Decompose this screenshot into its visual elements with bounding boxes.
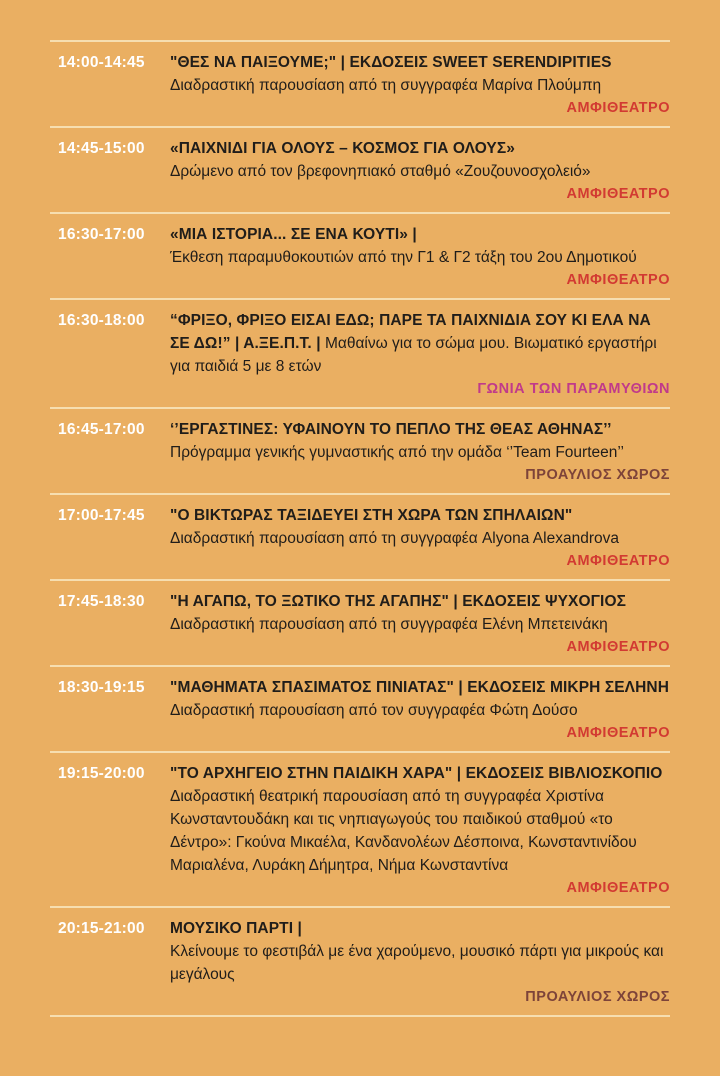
event-title: «ΜΙΑ ΙΣΤΟΡΙΑ... ΣΕ ΕΝΑ ΚΟΥΤΙ» |	[170, 226, 417, 243]
event-time: 16:45-17:00	[58, 421, 145, 438]
event-text	[170, 309, 670, 378]
event-location-label: ΑΜΦΙΘΕΑΤΡΟ	[566, 272, 670, 288]
event-location-label: ΑΜΦΙΘΕΑΤΡΟ	[566, 725, 670, 741]
event-text	[170, 137, 670, 183]
event-description: Διαδραστική παρουσίαση από τη συγγραφέα Alyona Alexandrova	[170, 530, 619, 547]
event-time: 17:00-17:45	[58, 507, 145, 524]
event-text	[170, 762, 670, 877]
event-location-label: ΑΜΦΙΘΕΑΤΡΟ	[566, 100, 670, 116]
schedule-row	[50, 128, 670, 212]
event-title: «ΠΑΙΧΝΙΔΙ ΓΙΑ ΟΛΟΥΣ – ΚΟΣΜΟΣ ΓΙΑ ΟΛΟΥΣ»	[170, 140, 515, 157]
event-time: 20:15-21:00	[58, 920, 145, 937]
event-description: Έκθεση παραμυθοκουτιών από την Γ1 & Γ2 τάξη του 2ου Δημοτικού	[170, 249, 637, 266]
event-location-label: ΑΜΦΙΘΕΑΤΡΟ	[566, 880, 670, 896]
schedule-row	[50, 581, 670, 665]
event-title: "ΤΟ ΑΡΧΗΓΕΙΟ ΣΤΗΝ ΠΑΙΔΙΚΗ ΧΑΡΑ" | ΕΚΔΟΣΕΙΣ ΒΙΒΛΙΟΣΚΟΠΙΟ	[170, 765, 663, 782]
event-description: Διαδραστική θεατρική παρουσίαση από τη συγγραφέα Χριστίνα Κωνσταντουδάκη και τις νηπιαγωγούς του παιδικού σταθμού «το Δέντρο»: Γκούνα Μικαέλα, Κανδανολέων Δέσποινα, Κωνσταντινίδου Μαριαλένα, Λυράκη Δήμητρα, Νήμα Κωνσταντίνα	[170, 788, 637, 874]
event-title: ‘’ΕΡΓΑΣΤΙΝΕΣ: ΥΦΑΙΝΟΥΝ ΤΟ ΠΕΠΛΟ ΤΗΣ ΘΕΑΣ ΑΘΗΝΑΣ’’	[170, 421, 612, 438]
event-title: “ΦΡΙΞΟ, ΦΡΙΞΟ ΕΙΣΑΙ ΕΔΩ; ΠΑΡΕ ΤΑ ΠΑΙΧΝΙΔΙΑ ΣΟΥ ΚΙ ΕΛΑ ΝΑ ΣΕ ΔΩ!” | Α.ΞΕ.Π.Τ. |	[170, 312, 651, 352]
event-content	[170, 676, 670, 743]
event-location-label: ΑΜΦΙΘΕΑΤΡΟ	[566, 639, 670, 655]
event-content	[170, 309, 670, 399]
schedule-row	[50, 42, 670, 126]
schedule-row	[50, 409, 670, 493]
event-content	[170, 762, 670, 898]
event-content	[170, 137, 670, 204]
event-location-label: ΓΩΝΙΑ ΤΩΝ ΠΑΡΑΜΥΘΙΩΝ	[477, 381, 670, 397]
event-text	[170, 223, 670, 269]
event-description: Διαδραστική παρουσίαση από τη συγγραφέα Ελένη Μπετεινάκη	[170, 616, 608, 633]
row-divider	[50, 1015, 670, 1017]
event-content	[170, 223, 670, 290]
schedule-row	[50, 908, 670, 1015]
event-title: "ΜΑΘΗΜΑΤΑ ΣΠΑΣΙΜΑΤΟΣ ΠΙΝΙΑΤΑΣ" | ΕΚΔΟΣΕΙΣ ΜΙΚΡΗ ΣΕΛΗΝΗ	[170, 679, 669, 696]
event-description: Κλείνουμε το φεστιβάλ με ένα χαρούμενο, μουσικό πάρτι για μικρούς και μεγάλους	[170, 943, 664, 983]
event-text	[170, 590, 670, 636]
event-location-label: ΠΡΟΑΥΛΙΟΣ ΧΩΡΟΣ	[525, 989, 670, 1005]
event-title: "Η ΑΓΑΠΩ, ΤΟ ΞΩΤΙΚΟ ΤΗΣ ΑΓΑΠΗΣ" | ΕΚΔΟΣΕΙΣ ΨΥΧΟΓΙΟΣ	[170, 593, 627, 610]
event-content	[170, 590, 670, 657]
event-content	[170, 504, 670, 571]
event-title: ΜΟΥΣΙΚΟ ΠΑΡΤΙ |	[170, 920, 302, 937]
event-time: 18:30-19:15	[58, 679, 145, 696]
event-text	[170, 504, 670, 550]
schedule-row	[50, 753, 670, 906]
event-text	[170, 676, 670, 722]
schedule-row	[50, 495, 670, 579]
event-description: Πρόγραμμα γενικής γυμναστικής από την ομάδα ‘’Team Fourteen’’	[170, 444, 624, 461]
schedule-row	[50, 300, 670, 407]
event-time: 14:45-15:00	[58, 140, 145, 157]
schedule	[50, 40, 670, 1017]
event-text	[170, 917, 670, 986]
event-title: "ΘΕΣ ΝΑ ΠΑΙΞΟΥΜΕ;" | ΕΚΔΟΣΕΙΣ SWEET SERENDIPITIES	[170, 54, 612, 71]
event-time: 16:30-17:00	[58, 226, 145, 243]
event-description: Δρώμενο από τον βρεφονηπιακό σταθμό «Ζουζουνοσχολειό»	[170, 163, 591, 180]
event-location-label: ΠΡΟΑΥΛΙΟΣ ΧΩΡΟΣ	[525, 467, 670, 483]
event-content	[170, 917, 670, 1007]
event-time: 19:15-20:00	[58, 765, 145, 782]
event-content	[170, 51, 670, 118]
event-time: 16:30-18:00	[58, 312, 145, 329]
event-time: 14:00-14:45	[58, 54, 145, 71]
schedule-row	[50, 667, 670, 751]
event-location-label: ΑΜΦΙΘΕΑΤΡΟ	[566, 553, 670, 569]
event-time: 17:45-18:30	[58, 593, 145, 610]
event-description: Διαδραστική παρουσίαση από τον συγγραφέα Φώτη Δούσο	[170, 702, 578, 719]
schedule-row	[50, 214, 670, 298]
event-location-label: ΑΜΦΙΘΕΑΤΡΟ	[566, 186, 670, 202]
event-description: Μαθαίνω για το σώμα μου. Βιωματικό εργαστήρι για παιδιά 5 με 8 ετών	[170, 335, 657, 375]
event-text	[170, 51, 670, 97]
event-text	[170, 418, 670, 464]
event-content	[170, 418, 670, 485]
event-description: Διαδραστική παρουσίαση από τη συγγραφέα Μαρίνα Πλούμπη	[170, 77, 602, 94]
event-title: "Ο ΒΙΚΤΩΡΑΣ ΤΑΞΙΔΕΥΕΙ ΣΤΗ ΧΩΡΑ ΤΩΝ ΣΠΗΛΑΙΩΝ"	[170, 507, 573, 524]
